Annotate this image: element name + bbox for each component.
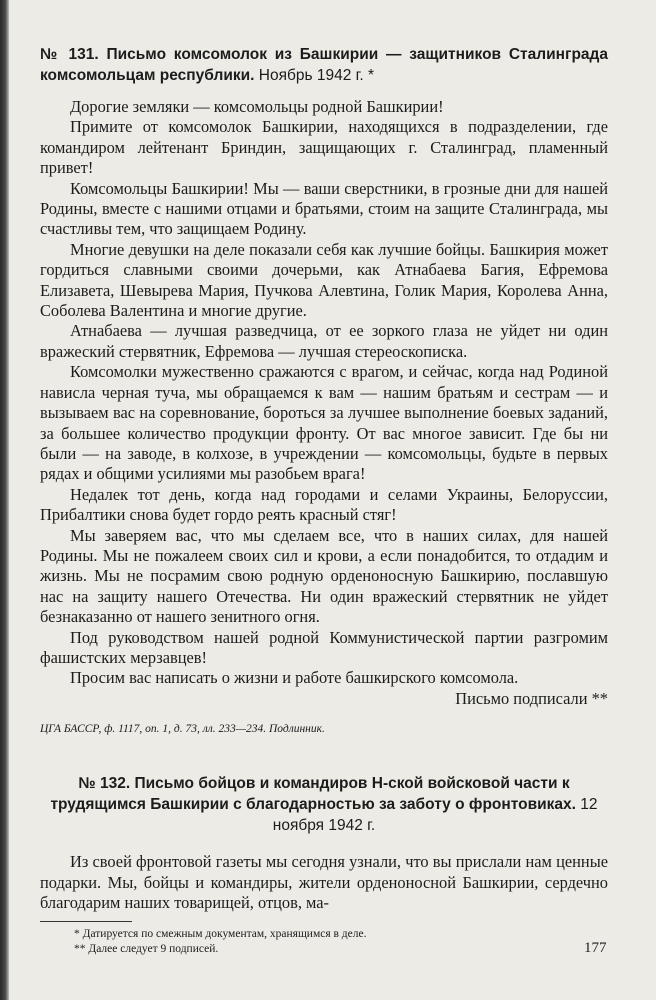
document-131-title: Письмо комсомолок из Башкирии — защитников Сталинграда комсомольцам республики. bbox=[40, 46, 608, 84]
document-132 bbox=[40, 773, 608, 913]
document-132-number: № 132. bbox=[78, 775, 131, 793]
document-131-date: Ноябрь 1942 г. * bbox=[258, 67, 375, 84]
paragraph: Дорогие земляки — комсомольцы родной Башкирии! bbox=[70, 97, 444, 116]
document-131-heading bbox=[40, 44, 608, 86]
document-131-archive-reference: ЦГА БАССР, ф. 1117, оп. 1, д. 73, лл. 233—234. Подлинник. bbox=[40, 723, 325, 736]
footnote-divider bbox=[40, 921, 132, 922]
document-131 bbox=[40, 44, 608, 737]
document-132-date: 12 ноября 1942 г. bbox=[272, 796, 598, 835]
paragraph: Многие девушки на деле показали себя как лучшие бойцы. Башкирия может гордиться славными своими дочерьми, как Атнабаева Багия, Ефремова Елизавета, Шевырева Мария, Пучкова Алевтина, Голик Мария, Королева Анна, Соболева Валентина и многие другие. bbox=[40, 239, 608, 321]
paragraph: Недалек тот день, когда над городами и селами Украины, Белоруссии, Прибалтики снова будет гордо реять красный стяг! bbox=[40, 484, 608, 525]
document-131-number: № 131. bbox=[40, 46, 99, 63]
paragraph: Просим вас написать о жизни и работе башкирского комсомола. bbox=[70, 668, 519, 688]
paragraph: Мы заверяем вас, что мы сделаем все, что в наших силах, для нашей Родины. Мы не пожалеем своих сил и крови, а если понадобится, то отдадим и жизнь. Мы не посрамим свою родную орденоносную Башкирию, пославшую нас на защиту нашего Отечества. Ни один вражеский стервятник не уйдет безнаказанно от нашего зенитного огня. bbox=[40, 525, 608, 627]
paragraph: Под руководством нашей родной Коммунистической партии разгромим фашистских мерзавцев! bbox=[40, 627, 608, 667]
book-page bbox=[40, 44, 608, 957]
paragraph: Комсомолки мужественно сражаются с врагом, и сейчас, когда над Родиной нависла черная туча, мы обращаемся к вам — нашим братьям и сестрам — и вызываем вас на соревнование, бороться за лучшее выполнение боевых заданий, за большее количество продукции фронту. От вас многое зависит. Где бы ни были — на заводе, в колхозе, в учреждении — комсомольцы, будьте в первых рядах и общими усилиями мы разобьем врага! bbox=[40, 362, 608, 484]
paragraph: Из своей фронтовой газеты мы сегодня узнали, что вы прислали нам ценные подарки. Мы, бойцы и командиры, жители орденоносной Башкирии, сердечно благодарим наших товарищей, отцов, ма- bbox=[40, 852, 608, 912]
document-132-heading bbox=[40, 773, 608, 836]
footnote-2: ** Далее следует 9 подписей. bbox=[74, 943, 219, 956]
page-number: 177 bbox=[584, 940, 607, 956]
document-132-body bbox=[40, 852, 608, 913]
footnote-1: * Датируется по смежным документам, хранящимся в деле. bbox=[74, 928, 367, 941]
paragraph: Атнабаева — лучшая разведчица, от ее зоркого глаза не уйдет ни один вражеский стервятник, Ефремова — лучшая стереоскописка. bbox=[40, 321, 608, 361]
document-131-body bbox=[40, 97, 608, 709]
document-131-signature: Письмо подписали ** bbox=[455, 688, 608, 708]
paragraph: Примите от комсомолок Башкирии, находящихся в подразделении, где командиром лейтенант Бриндин, защищающих г. Сталинград, пламенный привет! bbox=[40, 117, 608, 178]
document-132-title: Письмо бойцов и командиров Н-ской войсковой части к трудящимся Башкирии с благодарностью за заботу о фронтовиках. bbox=[50, 775, 576, 814]
paragraph: Комсомольцы Башкирии! Мы — ваши сверстники, в грозные дни для нашей Родины, вместе с нашими отцами и братьями, стоим на защите Сталинграда, мы счастливы тем, что защищаем Родину. bbox=[40, 178, 608, 239]
page-binding-edge bbox=[0, 0, 9, 1000]
